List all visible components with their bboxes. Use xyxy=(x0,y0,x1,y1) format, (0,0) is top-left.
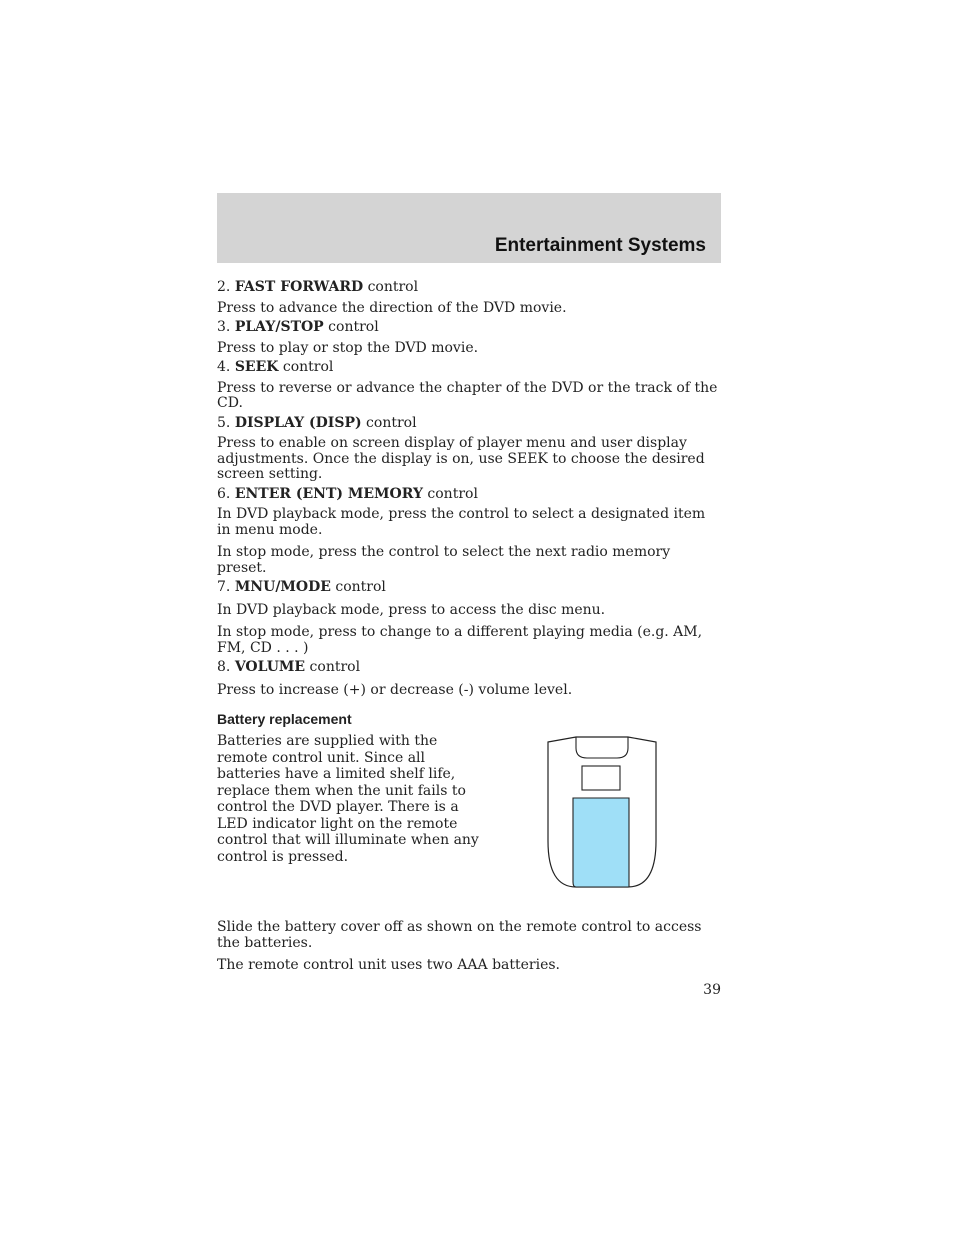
battery-cover xyxy=(573,798,629,887)
control-item-8 xyxy=(217,660,721,698)
control-description: Press to increase (+) or decrease (-) volume level. xyxy=(217,681,573,698)
control-description: Press to advance the direction of the DVD movie. xyxy=(217,299,567,316)
control-description: Press to reverse or advance the chapter of the DVD or the track of the CD. xyxy=(217,379,718,411)
control-description: Press to play or stop the DVD movie. xyxy=(217,339,479,356)
control-name: ENTER (ENT) MEMORY xyxy=(234,485,423,502)
control-suffix: control xyxy=(366,414,417,431)
header-band xyxy=(217,193,721,263)
control-suffix: control xyxy=(328,319,379,335)
control-suffix: control xyxy=(309,659,361,675)
control-number: 2. xyxy=(217,279,231,295)
control-item-5 xyxy=(217,416,721,483)
control-name: VOLUME xyxy=(234,659,306,675)
control-suffix: control xyxy=(427,485,478,502)
control-description: In DVD playback mode, press the control to select a designated item in menu mode. xyxy=(217,506,706,538)
control-description: In stop mode, press to change to a different playing media (e.g. AM, FM, CD . . . ) xyxy=(217,624,703,656)
battery-paragraph: Batteries are supplied with the remote control unit. Since all batteries have a limited shelf life, replace them when the unit fails to control the DVD player. There is a LED indicator light on the remote control that will illuminate when any control is pressed. xyxy=(217,733,479,865)
page-title: Entertainment Systems xyxy=(494,235,706,256)
control-number: 5. xyxy=(217,414,231,431)
control-item-6 xyxy=(217,487,721,577)
control-suffix: control xyxy=(335,579,386,595)
control-item-3 xyxy=(217,320,721,356)
battery-note: The remote control unit uses two AAA batteries. xyxy=(217,957,561,973)
control-number: 6. xyxy=(217,485,231,502)
remote-led-window xyxy=(582,766,620,790)
control-name: FAST FORWARD xyxy=(234,279,364,295)
control-item-2 xyxy=(217,280,721,316)
control-description: Press to enable on screen display of player menu and user display adjustments. Once the display is on, use SEEK to choose the desired screen setting. xyxy=(217,435,705,482)
control-suffix: control xyxy=(367,279,419,295)
remote-control-illustration xyxy=(547,736,657,888)
control-name: SEEK xyxy=(234,359,279,375)
control-number: 4. xyxy=(217,359,231,375)
control-number: 3. xyxy=(217,319,231,335)
section-heading-battery: Battery replacement xyxy=(217,711,352,727)
control-name: PLAY/STOP xyxy=(234,319,324,335)
control-number: 7. xyxy=(217,579,231,595)
battery-section xyxy=(217,733,721,901)
control-item-4 xyxy=(217,360,721,412)
control-name: DISPLAY (DISP) xyxy=(234,414,362,431)
control-description: In DVD playback mode, press to access the disc menu. xyxy=(217,601,606,618)
control-item-7 xyxy=(217,580,721,656)
control-description: In stop mode, press the control to select the next radio memory preset. xyxy=(217,544,671,576)
page-number: 39 xyxy=(703,982,721,998)
battery-instruction: Slide the battery cover off as shown on the remote control to access the batteries. xyxy=(217,919,702,951)
control-suffix: control xyxy=(282,359,334,375)
control-name: MNU/MODE xyxy=(234,579,331,595)
control-number: 8. xyxy=(217,659,231,675)
main-content xyxy=(217,276,721,974)
